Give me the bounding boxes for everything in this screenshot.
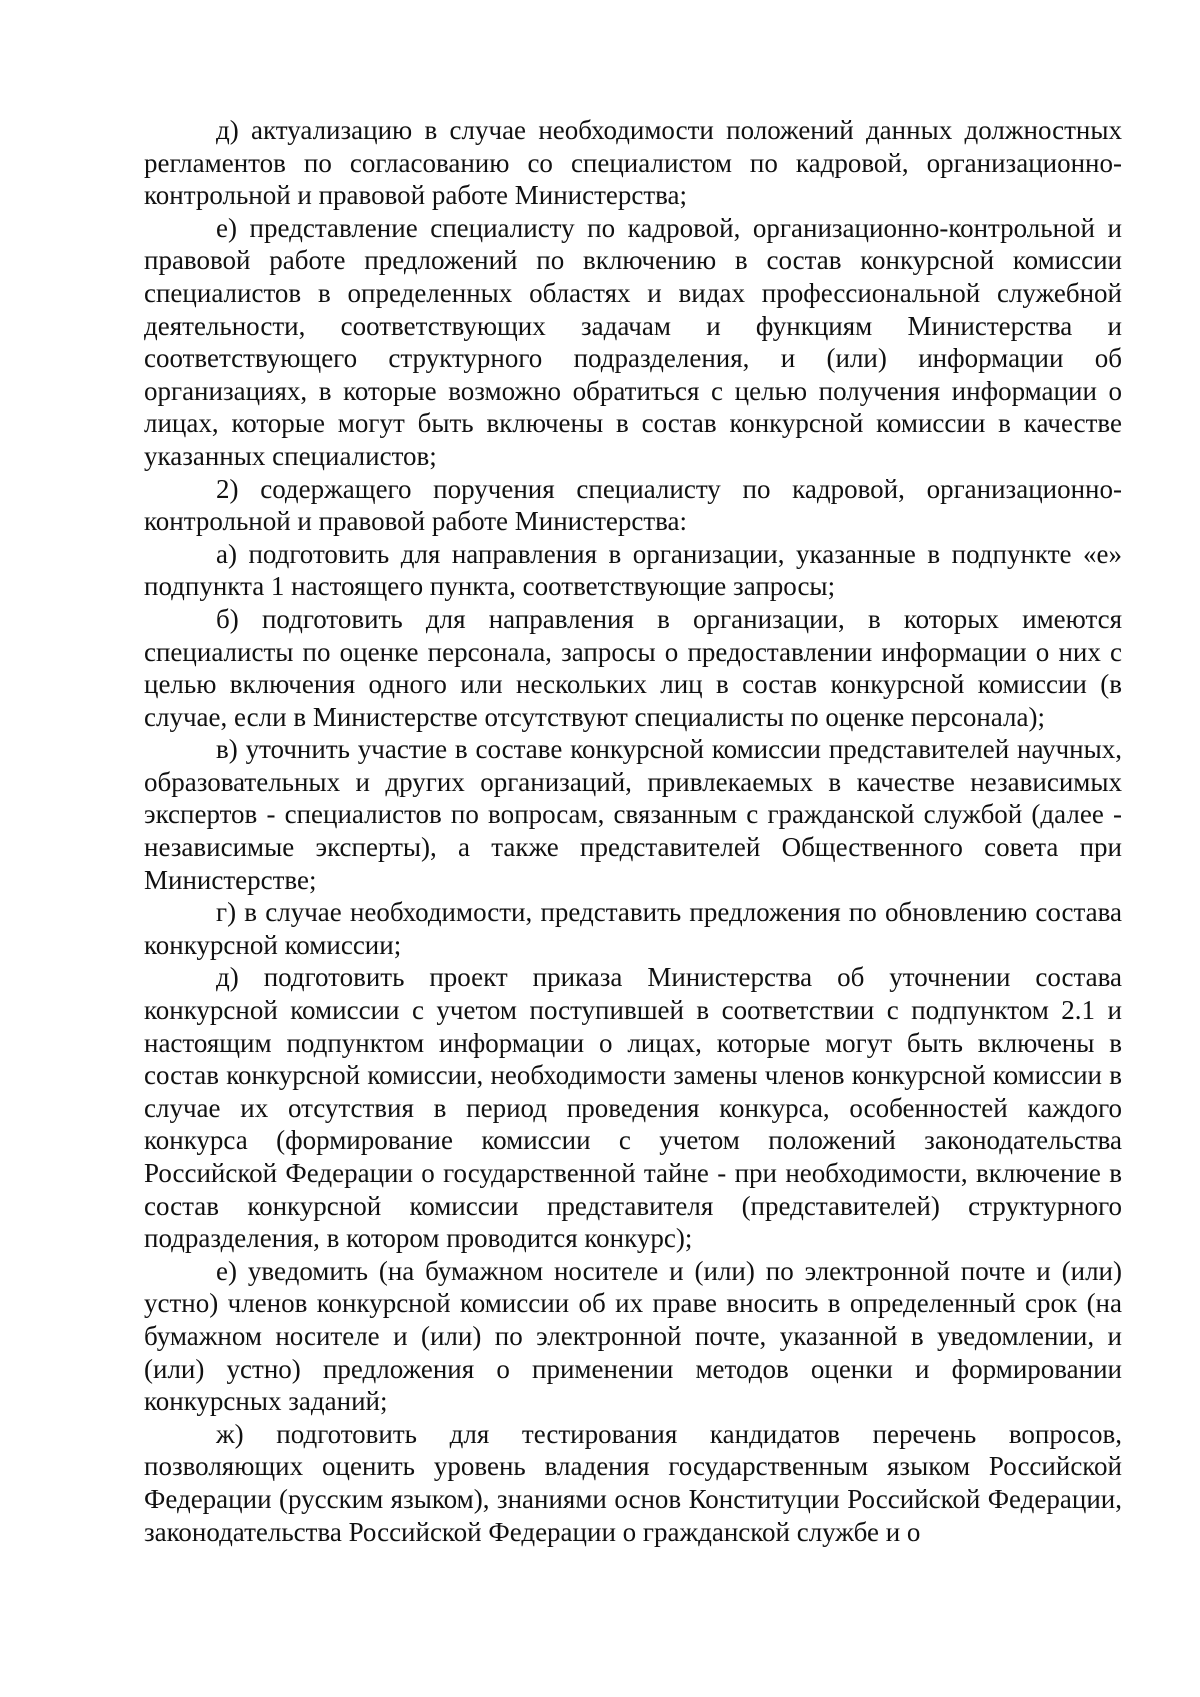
paragraph-d-update-regulations: д) актуализацию в случае необходимости положений данных должностных регламентов по согласованию со специалистом по кадровой, организационно-контрольной и правовой работе Министерства; xyxy=(144,115,1122,211)
paragraph-g-update-commission: г) в случае необходимости, представить предложения по обновлению состава конкурсной комиссии; xyxy=(144,897,1122,960)
paragraph-v-independent-experts: в) уточнить участие в составе конкурсной комиссии представителей научных, образовательных и других организаций, привлекаемых в качестве независимых экспертов - специалистов по вопросам, связанным с гражданской службой (далее - независимые эксперты), а также представителей Общественного совета при Министерстве; xyxy=(144,734,1122,895)
paragraph-2-instructions: 2) содержащего поручения специалисту по кадровой, организационно-контрольной и правовой работе Министерства: xyxy=(144,473,1122,537)
paragraph-a-prepare-requests: а) подготовить для направления в организации, указанные в подпункте «е» подпункта 1 настоящего пункта, соответствующие запросы; xyxy=(144,538,1122,602)
document-body xyxy=(144,114,1122,1548)
paragraph-e-commission-proposals: е) представление специалисту по кадровой, организационно-контрольной и правовой работе предложений по включению в состав конкурсной комиссии специалистов в определенных областях и видах профессиональной служебной деятельности, соответствующих задачам и функциям Министерства и соответствующего структурного подразделения, и (или) информации об организациях, в которые возможно обратиться с целью получения информации о лицах, которые могут быть включены в состав конкурсной комиссии в качестве указанных специалистов; xyxy=(144,212,1122,471)
paragraph-e-notify-members: е) уведомить (на бумажном носителе и (или) по электронной почте и (или) устно) членов конкурсной комиссии об их праве вносить в определенный срок (на бумажном носителе и (или) по электронной почте, указанной в уведомлении, и (или) устно) предложения о применении методов оценки и формировании конкурсных заданий; xyxy=(144,1255,1122,1417)
paragraph-b-assessment-specialists: б) подготовить для направления в организации, в которых имеются специалисты по оценке персонала, запросы о предоставлении информации о них с целью включения одного или нескольких лиц в состав конкурсной комиссии (в случае, если в Министерстве отсутствуют специалисты по оценке персонала); xyxy=(144,603,1122,732)
paragraph-d-draft-order: д) подготовить проект приказа Министерства об уточнении состава конкурсной комиссии с учетом поступившей в соответствии с подпунктом 2.1 и настоящим подпунктом информации о лицах, которые могут быть включены в состав конкурсной комиссии, необходимости замены членов конкурсной комиссии в случае их отсутствия в период проведения конкурса, особенностей каждого конкурса (формирование комиссии с учетом положений законодательства Российской Федерации о государственной тайне - при необходимости, включение в состав конкурсной комиссии представителя (представителей) структурного подразделения, в котором проводится конкурс); xyxy=(144,962,1122,1254)
paragraph-zh-testing-questions: ж) подготовить для тестирования кандидатов перечень вопросов, позволяющих оценить уровень владения государственным языком Российской Федерации (русским языком), знаниями основ Конституции Российской Федерации, законодательства Российской Федерации о гражданской службе и о xyxy=(144,1418,1122,1547)
